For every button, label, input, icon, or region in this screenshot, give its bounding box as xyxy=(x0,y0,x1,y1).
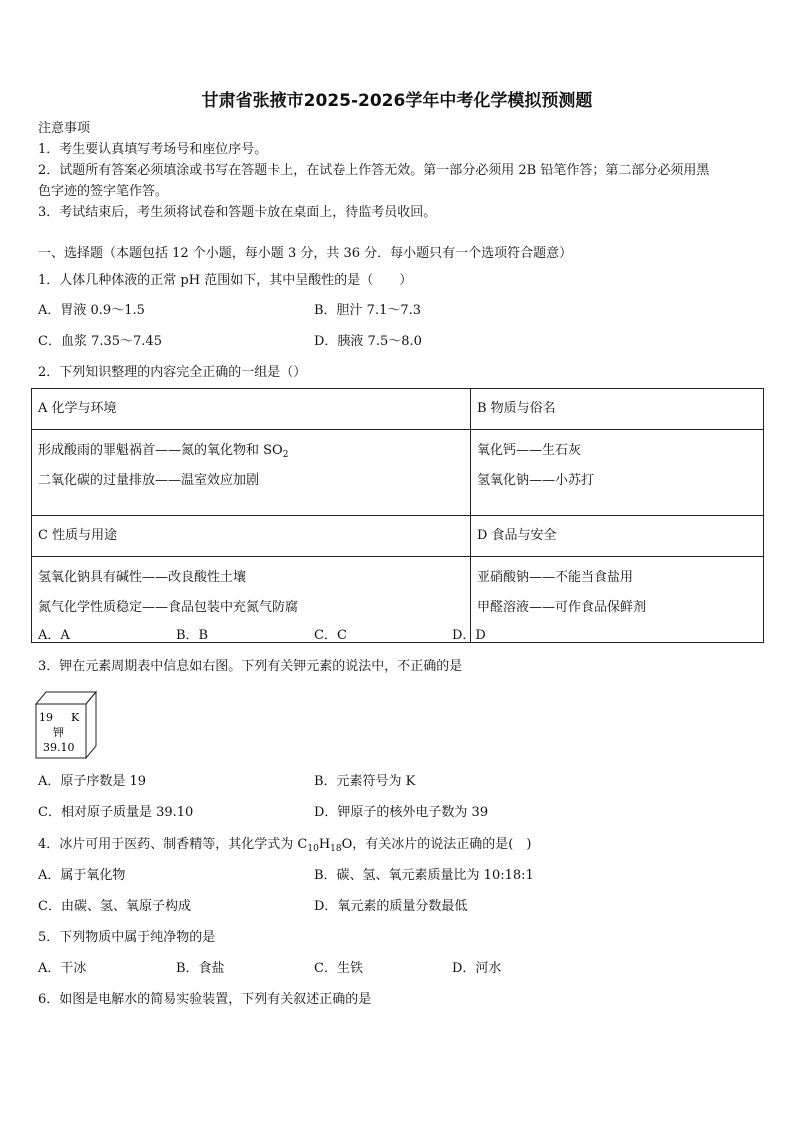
q5-option-b: B．食盐 xyxy=(176,961,225,976)
question-1-stem: 1．人体几种体液的正常 pH 范围如下，其中呈酸性的是（ ） xyxy=(38,273,413,288)
page-title: 甘肃省张掖市2025-2026学年中考化学模拟预测题 xyxy=(201,91,593,111)
table-head-a: A 化学与环境 xyxy=(32,389,471,430)
q3-option-a: A．原子序数是 19 xyxy=(38,774,147,789)
q4-option-d: D．氧元素的质量分数最低 xyxy=(314,899,468,914)
q5-option-d: D．河水 xyxy=(452,961,502,976)
table-cell-b xyxy=(471,430,764,516)
table-cell-c-line-1: 氢氧化钠具有碱性——改良酸性土壤 xyxy=(38,570,247,585)
question-6-stem: 6．如图是电解水的简易实验装置，下列有关叙述正确的是 xyxy=(38,992,372,1007)
element-name: 钾 xyxy=(53,726,64,739)
q1-option-d: D．胰液 7.5～8.0 xyxy=(314,334,422,349)
table-cell-d-line-1: 亚硝酸钠——不能当食盐用 xyxy=(477,570,634,585)
q2-option-b: B．B xyxy=(176,628,209,643)
table-cell-b-line-1: 氧化钙——生石灰 xyxy=(477,443,582,458)
table-cell-a-line-1: 形成酸雨的罪魁祸首——氮的氧化物和 $SO_2$ xyxy=(38,443,289,460)
table-cell-c xyxy=(32,557,471,643)
knowledge-table xyxy=(31,388,764,643)
question-3-stem: 3．钾在元素周期表中信息如右图。下列有关钾元素的说法中，不正确的是 xyxy=(38,659,463,674)
q2-option-c: C．C xyxy=(314,628,347,643)
table-cell-b-line-2: 氢氧化钠——小苏打 xyxy=(477,473,595,488)
question-5-stem: 5．下列物质中属于纯净物的是 xyxy=(38,930,216,945)
notice-item: 3．考试结束后，考生须将试卷和答题卡放在桌面上，待监考员收回。 xyxy=(38,205,437,220)
q4-option-a: A．属于氧化物 xyxy=(38,868,126,883)
q4-option-c: C．由碳、氢、氧原子构成 xyxy=(38,899,191,914)
q4-option-b: B．碳、氢、氧元素质量比为 10:18:1 xyxy=(314,868,534,883)
q3-option-c: C．相对原子质量是 39.10 xyxy=(38,805,194,820)
element-number: 19 xyxy=(39,711,53,724)
notice-heading: 注意事项 xyxy=(38,121,91,136)
table-cell-a-line-2: 二氧化碳的过量排放——温室效应加剧 xyxy=(38,473,260,488)
element-cube-outline xyxy=(34,690,98,760)
section-heading: 一、选择题（本题包括 12 个小题，每小题 3 分，共 36 分．每小题只有一个选项符合题意） xyxy=(38,246,573,261)
table-cell-d-line-2: 甲醛溶液——可作食品保鲜剂 xyxy=(477,600,647,615)
notice-item: 色字迹的签字笔作答。 xyxy=(38,184,169,199)
q1-option-c: C．血浆 7.35～7.45 xyxy=(38,334,162,349)
table-head-b: B 物质与俗名 xyxy=(471,389,764,430)
table-cell-c-line-2: 氮气化学性质稳定——食品包装中充氮气防腐 xyxy=(38,600,299,615)
table-head-d: D 食品与安全 xyxy=(471,516,764,557)
notice-item: 2．试题所有答案必须填涂或书写在答题卡上，在试卷上作答无效。第一部分必须用 2B 铅笔作答；第二部分必须用黑 xyxy=(38,163,710,178)
table-cell-a xyxy=(32,430,471,516)
question-2-stem: 2．下列知识整理的内容完全正确的一组是（） xyxy=(38,365,307,380)
q1-option-b: B．胆汁 7.1～7.3 xyxy=(314,303,422,318)
element-mass: 39.10 xyxy=(43,741,75,754)
question-4-stem: 4．冰片可用于医药、制香精等，其化学式为 $C_{10}H_{18}O$，有关冰片的说法正确的是( ) xyxy=(38,837,532,854)
q2-option-d: D．D xyxy=(452,628,486,643)
table-cell-d xyxy=(471,557,764,643)
q5-option-c: C．生铁 xyxy=(314,961,363,976)
element-symbol: K xyxy=(71,711,80,724)
notice-item: 1．考生要认真填写考场号和座位序号。 xyxy=(38,142,268,157)
q3-option-b: B．元素符号为 K xyxy=(314,774,416,789)
table-head-c: C 性质与用途 xyxy=(32,516,471,557)
q1-option-a: A．胃液 0.9～1.5 xyxy=(38,303,145,318)
q2-option-a: A．A xyxy=(38,628,70,643)
q5-option-a: A．干冰 xyxy=(38,961,87,976)
periodic-element-card xyxy=(34,690,98,760)
q3-option-d: D．钾原子的核外电子数为 39 xyxy=(314,805,489,820)
